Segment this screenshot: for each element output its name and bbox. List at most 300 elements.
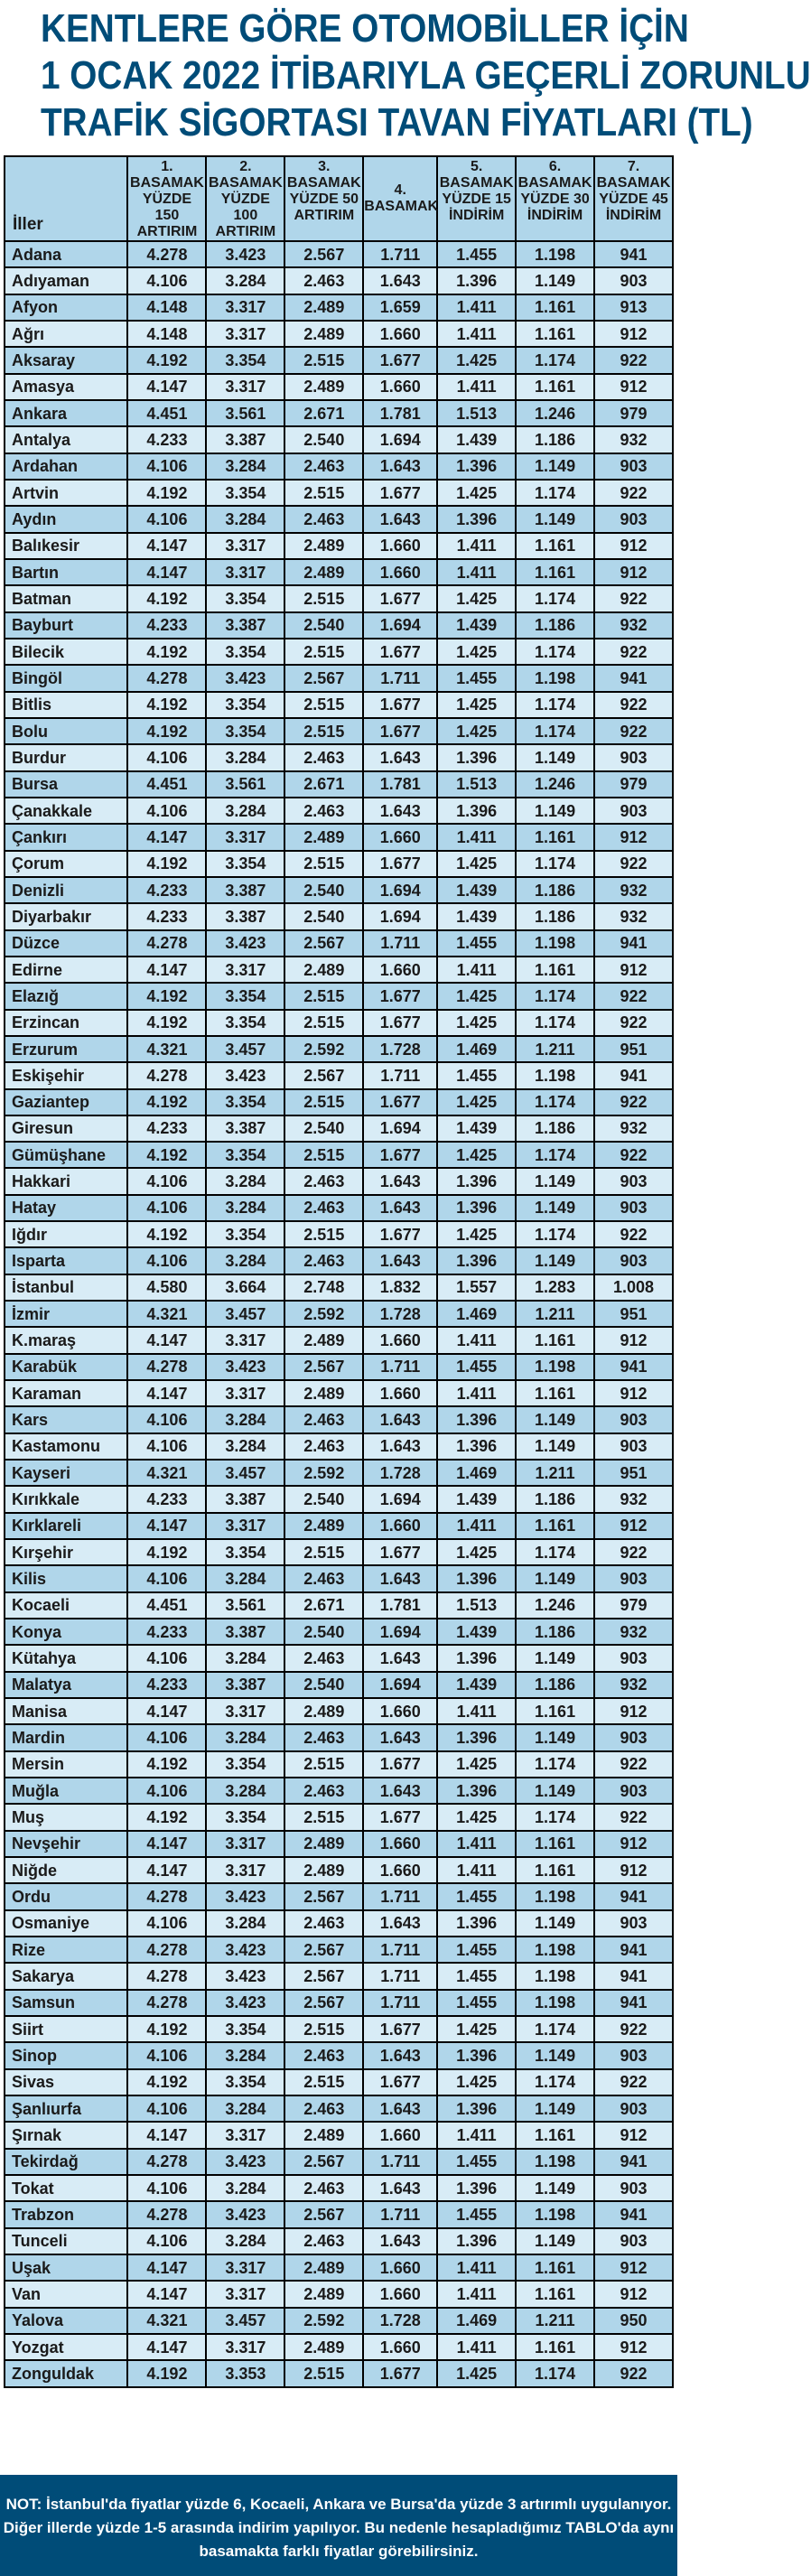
price-cell: 922 xyxy=(594,1010,673,1036)
price-cell: 932 xyxy=(594,1486,673,1512)
column-header-step-2: 2. BASAMAK YÜZDE 100 ARTIRIM xyxy=(206,156,284,241)
table-row xyxy=(5,1406,673,1433)
table-row xyxy=(5,1831,673,1857)
price-cell: 1.439 xyxy=(437,1672,516,1698)
price-cell: 2.463 xyxy=(284,506,363,532)
price-cell: 1.711 xyxy=(363,1354,437,1380)
price-cell: 1.174 xyxy=(516,718,594,744)
price-cell: 3.284 xyxy=(206,1645,284,1671)
price-cell: 922 xyxy=(594,983,673,1009)
price-cell: 3.354 xyxy=(206,639,284,665)
price-cell: 3.354 xyxy=(206,347,284,373)
price-cell: 1.513 xyxy=(437,1592,516,1619)
price-cell: 1.411 xyxy=(437,559,516,585)
column-header-step-3: 3. BASAMAK YÜZDE 50 ARTIRIM xyxy=(284,156,363,241)
price-cell: 932 xyxy=(594,612,673,639)
price-cell: 922 xyxy=(594,1221,673,1247)
price-cell: 1.149 xyxy=(516,744,594,770)
price-cell: 941 xyxy=(594,1990,673,2016)
price-cell: 1.469 xyxy=(437,1301,516,1327)
price-cell: 1.174 xyxy=(516,2360,594,2386)
table-row xyxy=(5,294,673,321)
city-name-cell: Sinop xyxy=(5,2042,127,2068)
price-cell: 903 xyxy=(594,1565,673,1591)
price-cell: 4.192 xyxy=(127,2069,206,2095)
price-cell: 2.515 xyxy=(284,692,363,718)
price-cell: 3.387 xyxy=(206,1619,284,1645)
price-cell: 979 xyxy=(594,1592,673,1619)
price-cell: 4.278 xyxy=(127,1990,206,2016)
price-cell: 1.411 xyxy=(437,374,516,400)
city-name-cell: Ağrı xyxy=(5,321,127,347)
price-cell: 922 xyxy=(594,2016,673,2042)
price-cell: 1.660 xyxy=(363,824,437,850)
price-cell: 1.660 xyxy=(363,2334,437,2360)
price-cell: 1.161 xyxy=(516,321,594,347)
price-cell: 3.423 xyxy=(206,2149,284,2175)
price-cell: 2.489 xyxy=(284,294,363,321)
table-row xyxy=(5,744,673,770)
price-cell: 1.557 xyxy=(437,1274,516,1301)
price-cell: 1.711 xyxy=(363,2149,437,2175)
price-cell: 1.174 xyxy=(516,480,594,506)
city-name-cell: Malatya xyxy=(5,1672,127,1698)
price-cell: 922 xyxy=(594,639,673,665)
table-row xyxy=(5,824,673,850)
city-name-cell: Burdur xyxy=(5,744,127,770)
price-cell: 3.284 xyxy=(206,1565,284,1591)
price-cell: 4.147 xyxy=(127,1380,206,1406)
price-cell: 3.387 xyxy=(206,1115,284,1142)
price-cell: 1.198 xyxy=(516,665,594,691)
table-row xyxy=(5,2228,673,2254)
price-cell: 3.387 xyxy=(206,877,284,903)
price-cell: 1.186 xyxy=(516,1672,594,1698)
price-cell: 1.186 xyxy=(516,1115,594,1142)
price-cell: 4.321 xyxy=(127,2308,206,2334)
price-cell: 950 xyxy=(594,2308,673,2334)
price-cell: 1.455 xyxy=(437,241,516,267)
title-line-2: 1 OCAK 2022 İTİBARIYLA GEÇERLİ ZORUNLU xyxy=(41,53,811,98)
price-cell: 2.463 xyxy=(284,453,363,480)
price-cell: 4.192 xyxy=(127,2016,206,2042)
price-cell: 4.321 xyxy=(127,1301,206,1327)
price-cell: 1.455 xyxy=(437,1883,516,1909)
price-cell: 1.711 xyxy=(363,1990,437,2016)
table-row xyxy=(5,1062,673,1088)
title-block xyxy=(0,0,811,155)
table-row xyxy=(5,1168,673,1194)
price-cell: 2.463 xyxy=(284,744,363,770)
table-row xyxy=(5,1724,673,1750)
price-cell: 903 xyxy=(594,1247,673,1274)
price-cell: 1.469 xyxy=(437,1036,516,1062)
price-cell: 2.463 xyxy=(284,267,363,294)
price-cell: 2.540 xyxy=(284,1115,363,1142)
city-name-cell: Sakarya xyxy=(5,1963,127,1989)
table-row xyxy=(5,930,673,957)
price-cell: 4.451 xyxy=(127,1592,206,1619)
price-cell: 1.781 xyxy=(363,771,437,798)
price-cell: 979 xyxy=(594,400,673,426)
price-cell: 3.387 xyxy=(206,1672,284,1698)
price-cell: 903 xyxy=(594,2095,673,2122)
price-cell: 1.425 xyxy=(437,1751,516,1778)
price-cell: 903 xyxy=(594,453,673,480)
price-cell: 3.423 xyxy=(206,1963,284,1989)
price-cell: 1.149 xyxy=(516,1195,594,1221)
price-cell: 1.211 xyxy=(516,1460,594,1486)
price-cell: 4.192 xyxy=(127,983,206,1009)
price-table xyxy=(4,155,674,2388)
price-cell: 1.186 xyxy=(516,903,594,929)
price-cell: 1.660 xyxy=(363,1831,437,1857)
city-name-cell: Kütahya xyxy=(5,1645,127,1671)
price-cell: 1.643 xyxy=(363,798,437,824)
price-cell: 1.396 xyxy=(437,1724,516,1750)
city-name-cell: Bolu xyxy=(5,718,127,744)
table-row xyxy=(5,1486,673,1512)
price-cell: 3.284 xyxy=(206,1247,284,1274)
price-cell: 2.671 xyxy=(284,400,363,426)
price-cell: 1.174 xyxy=(516,639,594,665)
price-cell: 2.515 xyxy=(284,347,363,373)
price-cell: 1.711 xyxy=(363,930,437,957)
price-cell: 3.354 xyxy=(206,2016,284,2042)
price-cell: 1.677 xyxy=(363,851,437,877)
price-cell: 1.643 xyxy=(363,1724,437,1750)
price-cell: 3.387 xyxy=(206,903,284,929)
price-cell: 4.278 xyxy=(127,2149,206,2175)
price-cell: 1.425 xyxy=(437,2360,516,2386)
price-cell: 1.425 xyxy=(437,1221,516,1247)
price-cell: 3.387 xyxy=(206,1486,284,1512)
price-cell: 1.008 xyxy=(594,1274,673,1301)
price-cell: 1.711 xyxy=(363,1062,437,1088)
price-cell: 1.425 xyxy=(437,983,516,1009)
price-cell: 3.317 xyxy=(206,2254,284,2281)
price-cell: 1.425 xyxy=(437,1539,516,1565)
price-cell: 3.423 xyxy=(206,2201,284,2227)
price-cell: 1.455 xyxy=(437,1937,516,1963)
table-row xyxy=(5,1380,673,1406)
price-cell: 1.211 xyxy=(516,2308,594,2334)
table-row xyxy=(5,1274,673,1301)
price-cell: 2.567 xyxy=(284,1937,363,1963)
price-cell: 4.147 xyxy=(127,374,206,400)
price-cell: 4.192 xyxy=(127,1539,206,1565)
price-cell: 1.161 xyxy=(516,1831,594,1857)
price-cell: 4.147 xyxy=(127,1513,206,1539)
price-cell: 941 xyxy=(594,1937,673,1963)
price-cell: 1.659 xyxy=(363,294,437,321)
price-cell: 3.354 xyxy=(206,983,284,1009)
title-line-3: TRAFİK SİGORTASI TAVAN FİYATLARI (TL) xyxy=(41,100,753,145)
price-cell: 1.186 xyxy=(516,1486,594,1512)
price-cell: 1.660 xyxy=(363,559,437,585)
price-cell: 1.396 xyxy=(437,1910,516,1937)
price-cell: 2.567 xyxy=(284,1354,363,1380)
price-cell: 1.439 xyxy=(437,612,516,639)
price-cell: 2.515 xyxy=(284,1539,363,1565)
price-cell: 1.411 xyxy=(437,2281,516,2307)
price-cell: 3.284 xyxy=(206,2175,284,2201)
price-cell: 2.567 xyxy=(284,2149,363,2175)
price-cell: 4.233 xyxy=(127,1619,206,1645)
price-cell: 3.317 xyxy=(206,321,284,347)
city-name-cell: Düzce xyxy=(5,930,127,957)
city-name-cell: Giresun xyxy=(5,1115,127,1142)
price-cell: 1.711 xyxy=(363,2201,437,2227)
price-cell: 3.354 xyxy=(206,2069,284,2095)
table-row xyxy=(5,1565,673,1591)
price-cell: 912 xyxy=(594,824,673,850)
price-cell: 3.284 xyxy=(206,1168,284,1194)
price-cell: 951 xyxy=(594,1301,673,1327)
city-name-cell: Bilecik xyxy=(5,639,127,665)
price-cell: 1.411 xyxy=(437,1698,516,1724)
price-cell: 2.463 xyxy=(284,2175,363,2201)
price-cell: 912 xyxy=(594,1327,673,1353)
price-cell: 1.411 xyxy=(437,1380,516,1406)
city-name-cell: Samsun xyxy=(5,1990,127,2016)
price-cell: 1.396 xyxy=(437,1247,516,1274)
price-cell: 912 xyxy=(594,321,673,347)
price-cell: 3.423 xyxy=(206,1354,284,1380)
price-cell: 1.677 xyxy=(363,639,437,665)
price-cell: 1.198 xyxy=(516,930,594,957)
table-row xyxy=(5,1247,673,1274)
price-cell: 941 xyxy=(594,1963,673,1989)
price-cell: 922 xyxy=(594,851,673,877)
price-cell: 3.284 xyxy=(206,2095,284,2122)
price-cell: 3.317 xyxy=(206,1831,284,1857)
price-cell: 1.411 xyxy=(437,321,516,347)
price-cell: 922 xyxy=(594,585,673,611)
price-cell: 3.457 xyxy=(206,2308,284,2334)
price-cell: 4.106 xyxy=(127,1247,206,1274)
price-cell: 3.317 xyxy=(206,2334,284,2360)
price-cell: 4.233 xyxy=(127,1486,206,1512)
price-cell: 1.677 xyxy=(363,347,437,373)
price-cell: 2.515 xyxy=(284,1142,363,1168)
price-cell: 2.463 xyxy=(284,1195,363,1221)
city-name-cell: Hakkari xyxy=(5,1168,127,1194)
price-cell: 1.677 xyxy=(363,480,437,506)
price-cell: 1.149 xyxy=(516,1645,594,1671)
price-cell: 4.192 xyxy=(127,347,206,373)
price-cell: 4.147 xyxy=(127,957,206,983)
price-cell: 3.317 xyxy=(206,1698,284,1724)
table-row xyxy=(5,665,673,691)
price-cell: 4.192 xyxy=(127,851,206,877)
price-cell: 2.567 xyxy=(284,2201,363,2227)
price-cell: 1.186 xyxy=(516,1619,594,1645)
price-cell: 1.396 xyxy=(437,1195,516,1221)
price-cell: 4.106 xyxy=(127,1406,206,1433)
price-cell: 1.411 xyxy=(437,533,516,559)
price-cell: 3.354 xyxy=(206,1804,284,1830)
price-cell: 1.411 xyxy=(437,2334,516,2360)
city-name-cell: Karaman xyxy=(5,1380,127,1406)
city-name-cell: Van xyxy=(5,2281,127,2307)
price-cell: 2.671 xyxy=(284,771,363,798)
price-cell: 1.198 xyxy=(516,1354,594,1380)
city-name-cell: Antalya xyxy=(5,426,127,453)
price-cell: 4.278 xyxy=(127,665,206,691)
table-row xyxy=(5,559,673,585)
price-cell: 2.489 xyxy=(284,957,363,983)
price-cell: 1.728 xyxy=(363,2308,437,2334)
price-cell: 1.396 xyxy=(437,2175,516,2201)
price-cell: 1.439 xyxy=(437,903,516,929)
price-cell: 3.317 xyxy=(206,559,284,585)
price-cell: 2.489 xyxy=(284,2122,363,2148)
price-cell: 903 xyxy=(594,1910,673,1937)
price-cell: 903 xyxy=(594,798,673,824)
price-cell: 3.317 xyxy=(206,533,284,559)
price-cell: 1.711 xyxy=(363,1937,437,1963)
price-cell: 2.567 xyxy=(284,1990,363,2016)
price-cell: 1.161 xyxy=(516,957,594,983)
price-cell: 1.396 xyxy=(437,1168,516,1194)
table-row xyxy=(5,718,673,744)
price-cell: 3.561 xyxy=(206,400,284,426)
city-name-cell: Bursa xyxy=(5,771,127,798)
price-cell: 922 xyxy=(594,692,673,718)
price-cell: 4.278 xyxy=(127,1062,206,1088)
price-cell: 1.149 xyxy=(516,506,594,532)
price-cell: 1.643 xyxy=(363,1406,437,1433)
table-row xyxy=(5,1354,673,1380)
price-cell: 3.423 xyxy=(206,1883,284,1909)
city-name-cell: Bitlis xyxy=(5,692,127,718)
price-cell: 3.354 xyxy=(206,1010,284,1036)
city-name-cell: Iğdır xyxy=(5,1221,127,1247)
price-cell: 3.317 xyxy=(206,1380,284,1406)
price-cell: 2.489 xyxy=(284,2334,363,2360)
price-cell: 4.278 xyxy=(127,2201,206,2227)
city-name-cell: Muğla xyxy=(5,1778,127,1804)
price-cell: 1.660 xyxy=(363,2122,437,2148)
price-cell: 1.425 xyxy=(437,480,516,506)
table-row xyxy=(5,453,673,480)
price-cell: 4.192 xyxy=(127,585,206,611)
table-row xyxy=(5,1592,673,1619)
price-cell: 1.161 xyxy=(516,824,594,850)
price-cell: 3.387 xyxy=(206,612,284,639)
price-cell: 2.515 xyxy=(284,639,363,665)
table-row xyxy=(5,1990,673,2016)
price-cell: 912 xyxy=(594,2334,673,2360)
price-cell: 1.198 xyxy=(516,1883,594,1909)
table-row xyxy=(5,692,673,718)
price-cell: 3.317 xyxy=(206,2281,284,2307)
price-cell: 1.149 xyxy=(516,1247,594,1274)
city-name-cell: Hatay xyxy=(5,1195,127,1221)
column-header-step-7: 7. BASAMAK YÜZDE 45 İNDİRİM xyxy=(594,156,673,241)
city-name-cell: Artvin xyxy=(5,480,127,506)
city-name-cell: Trabzon xyxy=(5,2201,127,2227)
price-cell: 1.643 xyxy=(363,1910,437,1937)
price-cell: 912 xyxy=(594,533,673,559)
city-name-cell: Elazığ xyxy=(5,983,127,1009)
price-cell: 4.278 xyxy=(127,1963,206,1989)
city-name-cell: Siirt xyxy=(5,2016,127,2042)
price-cell: 1.411 xyxy=(437,1513,516,1539)
price-cell: 4.278 xyxy=(127,1883,206,1909)
price-cell: 1.455 xyxy=(437,1354,516,1380)
city-name-cell: Erzurum xyxy=(5,1036,127,1062)
price-cell: 1.396 xyxy=(437,2042,516,2068)
price-cell: 3.317 xyxy=(206,374,284,400)
price-cell: 1.677 xyxy=(363,2069,437,2095)
city-name-cell: Şırnak xyxy=(5,2122,127,2148)
price-cell: 4.106 xyxy=(127,2095,206,2122)
price-cell: 2.489 xyxy=(284,321,363,347)
price-cell: 903 xyxy=(594,2175,673,2201)
price-cell: 1.198 xyxy=(516,1990,594,2016)
table-row xyxy=(5,1115,673,1142)
price-cell: 1.643 xyxy=(363,1565,437,1591)
table-row xyxy=(5,2308,673,2334)
price-cell: 3.423 xyxy=(206,665,284,691)
price-cell: 1.643 xyxy=(363,1247,437,1274)
price-cell: 2.515 xyxy=(284,983,363,1009)
table-row xyxy=(5,1036,673,1062)
price-cell: 3.317 xyxy=(206,294,284,321)
price-cell: 1.643 xyxy=(363,2042,437,2068)
price-cell: 1.411 xyxy=(437,957,516,983)
price-cell: 4.147 xyxy=(127,2122,206,2148)
price-cell: 932 xyxy=(594,903,673,929)
price-cell: 912 xyxy=(594,2281,673,2307)
price-cell: 1.149 xyxy=(516,1724,594,1750)
price-cell: 1.439 xyxy=(437,877,516,903)
table-header-row xyxy=(5,156,673,241)
price-cell: 1.425 xyxy=(437,639,516,665)
price-cell: 4.148 xyxy=(127,294,206,321)
price-cell: 1.149 xyxy=(516,2228,594,2254)
table-row xyxy=(5,957,673,983)
city-name-cell: İzmir xyxy=(5,1301,127,1327)
table-row xyxy=(5,2360,673,2386)
price-cell: 1.161 xyxy=(516,294,594,321)
price-cell: 932 xyxy=(594,877,673,903)
price-cell: 2.567 xyxy=(284,1883,363,1909)
price-cell: 3.317 xyxy=(206,1513,284,1539)
price-cell: 1.455 xyxy=(437,1963,516,1989)
price-cell: 4.106 xyxy=(127,1195,206,1221)
price-cell: 1.396 xyxy=(437,1433,516,1460)
price-cell: 912 xyxy=(594,559,673,585)
price-cell: 1.677 xyxy=(363,692,437,718)
price-cell: 4.106 xyxy=(127,798,206,824)
price-cell: 941 xyxy=(594,1883,673,1909)
price-cell: 3.317 xyxy=(206,957,284,983)
price-cell: 1.396 xyxy=(437,2095,516,2122)
city-name-cell: İstanbul xyxy=(5,1274,127,1301)
price-cell: 2.489 xyxy=(284,533,363,559)
price-cell: 1.211 xyxy=(516,1301,594,1327)
price-cell: 1.643 xyxy=(363,2095,437,2122)
price-cell: 1.174 xyxy=(516,1010,594,1036)
city-name-cell: Şanlıurfa xyxy=(5,2095,127,2122)
price-cell: 3.284 xyxy=(206,2228,284,2254)
table-row xyxy=(5,2201,673,2227)
price-cell: 4.192 xyxy=(127,2360,206,2386)
table-row xyxy=(5,1751,673,1778)
